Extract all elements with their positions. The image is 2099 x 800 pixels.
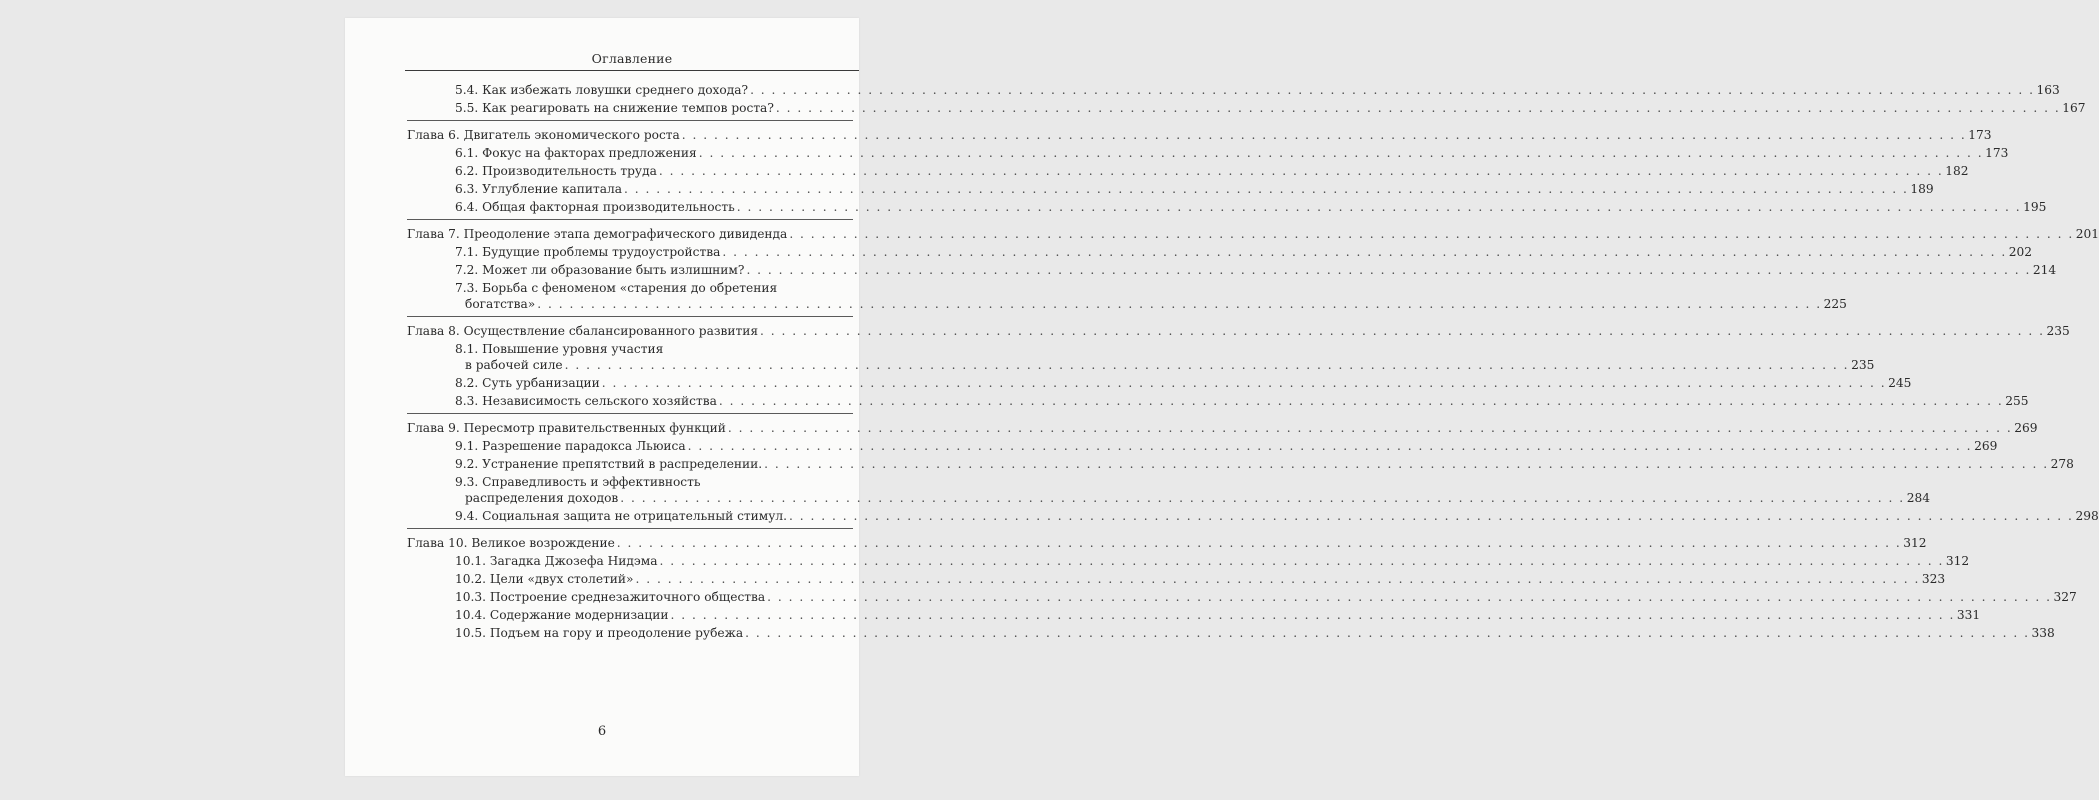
header-rule (405, 70, 859, 71)
toc-entry (407, 163, 1969, 179)
toc-page-number: 173 (1985, 146, 2009, 160)
toc-entry-title: 10.3. Построение среднезажиточного общества (455, 590, 766, 604)
toc-page-number: 327 (2053, 590, 2077, 604)
chapter-separator (407, 219, 853, 220)
toc-entry (407, 474, 1930, 506)
toc-entry-title: 9.4. Социальная защита не отрицательный стимул. (455, 509, 788, 523)
book-page (345, 18, 2099, 776)
toc-entry (407, 199, 2047, 215)
toc-entry (407, 456, 2074, 472)
toc-entry-title-line1: 8.1. Повышение уровня участия (455, 342, 664, 356)
toc-entry-title: Глава 10. Великое возрождение (407, 536, 615, 550)
toc-page-number: 269 (1974, 439, 1998, 453)
toc-entry-title: 10.5. Подъем на гору и преодоление рубежа (455, 626, 744, 640)
toc-entry-title: 6.2. Производительность труда (455, 164, 657, 178)
toc-entry-title: 6.1. Фокус на факторах предложения (455, 146, 697, 160)
leader-dots: . . . . . . . . . . . . . . . . . . . . . . . . . . . . . . . . . . . . . . . . . . . . . . . . . . . . . . . . . . . . . . . . . . . . . . . . . . . . . . . . . . . . . . . . . . . . . . . . . . . . . . . . . . . . . . . . . . . . . . . . (564, 358, 1850, 372)
toc-page-number: 225 (1823, 297, 1847, 311)
toc-entry (407, 393, 2029, 409)
toc-entry (407, 82, 2060, 98)
leader-dots: . . . . . . . . . . . . . . . . . . . . . . . . . . . . . . . . . . . . . . . . . . . . . . . . . . . . . . . . . . . . . . . . . . . . . . . . . . . . . . . . . . . . . . . . . . . . . . . . . . . . . . . . . . . . . . . . . . . . . . . . (698, 146, 1984, 160)
toc-chapter (407, 323, 2070, 339)
toc-chapter (407, 127, 1992, 143)
toc-entry (407, 100, 2086, 116)
toc-entry-title: 8.2. Суть урбанизации (455, 376, 600, 390)
toc-entry-title: 5.5. Как реагировать на снижение темпов роста? (455, 101, 774, 115)
leader-dots: . . . . . . . . . . . . . . . . . . . . . . . . . . . . . . . . . . . . . . . . . . . . . . . . . . . . . . . . . . . . . . . . . . . . . . . . . . . . . . . . . . . . . . . . . . . . . . . . . . . . . . . . . . . . . . . . . . . . . . . . (616, 536, 1902, 550)
toc-entry (407, 553, 1970, 569)
toc-page-number: 298 (2075, 509, 2099, 523)
toc-page-number: 201 (2075, 227, 2099, 241)
toc-page-number: 338 (2031, 626, 2055, 640)
toc-page-number: 202 (2008, 245, 2033, 259)
toc-entry-title: Глава 9. Пересмотр правительственных функций (407, 421, 726, 435)
toc-entry (407, 607, 1981, 623)
toc-entry (407, 571, 1946, 587)
leader-dots: . . . . . . . . . . . . . . . . . . . . . . . . . . . . . . . . . . . . . . . . . . . . . . . . . . . . . . . . . . . . . . . . . . . . . . . . . . . . . . . . . . . . . . . . . . . . . . . . . . . . . . . . . . . . . . . . . . . . . . . . (775, 101, 2061, 115)
toc-entry (407, 280, 1847, 312)
toc-entry (407, 508, 2099, 524)
toc-entry-title-line2: в рабочей силе (465, 358, 563, 372)
table-of-contents (407, 78, 2099, 641)
leader-dots: . . . . . . . . . . . . . . . . . . . . . . . . . . . . . . . . . . . . . . . . . . . . . . . . . . . . . . . . . . . . . . . . . . . . . . . . . . . . . . . . . . . . . . . . . . . . . . . . . . . . . . . . . . . . . . . . . . . . . . . . (635, 572, 1920, 586)
toc-entry-title: 10.1. Загадка Джозефа Нидэма (455, 554, 658, 568)
toc-entry (407, 589, 2077, 605)
leader-dots: . . . . . . . . . . . . . . . . . . . . . . . . . . . . . . . . . . . . . . . . . . . . . . . . . . . . . . . . . . . . . . . . . . . . . . . . . . . . . . . . . . . . . . . . . . . . . . . . . . . . . . . . . . . . . . . . . . . . . . . . (789, 509, 2074, 523)
chapter-separator (407, 316, 853, 317)
leader-dots: . . . . . . . . . . . . . . . . . . . . . . . . . . . . . . . . . . . . . . . . . . . . . . . . . . . . . . . . . . . . . . . . . . . . . . . . . . . . . . . . . . . . . . . . . . . . . . . . . . . . . . . . . . . . . . . . . . . . . . . . (760, 324, 2045, 338)
toc-page-number: 195 (2023, 200, 2047, 214)
toc-page-number: 167 (2062, 101, 2086, 115)
toc-entry-title: 9.2. Устранение препятствий в распределении. (455, 457, 763, 471)
toc-chapter (407, 226, 2099, 242)
toc-entry-title-line2: богатства» (465, 297, 536, 311)
toc-entry-title: Глава 7. Преодоление этапа демографического дивиденда (407, 227, 788, 241)
toc-entry-title-line1: 9.3. Справедливость и эффективность (455, 475, 701, 489)
leader-dots: . . . . . . . . . . . . . . . . . . . . . . . . . . . . . . . . . . . . . . . . . . . . . . . . . . . . . . . . . . . . . . . . . . . . . . . . . . . . . . . . . . . . . . . . . . . . . . . . . . . . . . . . . . . . . . . . . . . . . . . . (736, 200, 2022, 214)
leader-dots: . . . . . . . . . . . . . . . . . . . . . . . . . . . . . . . . . . . . . . . . . . . . . . . . . . . . . . . . . . . . . . . . . . . . . . . . . . . . . . . . . . . . . . . . . . . . . . . . . . . . . . . . . . . . . . . . . . . . . . . . (670, 608, 1955, 622)
toc-page-number: 312 (1903, 536, 1927, 550)
toc-entry-title-line2: распределения доходов (465, 491, 619, 505)
leader-dots: . . . . . . . . . . . . . . . . . . . . . . . . . . . . . . . . . . . . . . . . . . . . . . . . . . . . . . . . . . . . . . . . . . . . . . . . . . . . . . . . . . . . . . . . . . . . . . . . . . . . . . . . . . . . . . . . . . . . . . . . (601, 376, 1887, 390)
toc-entry-title: Глава 8. Осуществление сбалансированного развития (407, 324, 759, 338)
toc-page-number: 278 (2050, 457, 2074, 471)
toc-entry-title: 6.4. Общая факторная производительность (455, 200, 735, 214)
leader-dots: . . . . . . . . . . . . . . . . . . . . . . . . . . . . . . . . . . . . . . . . . . . . . . . . . . . . . . . . . . . . . . . . . . . . . . . . . . . . . . . . . . . . . . . . . . . . . . . . . . . . . . . . . . . . . . . . . . . . . . . . (718, 394, 2004, 408)
chapter-separator (407, 528, 853, 529)
toc-page-number: 189 (1910, 182, 1934, 196)
leader-dots: . . . . . . . . . . . . . . . . . . . . . . . . . . . . . . . . . . . . . . . . . . . . . . . . . . . . . . . . . . . . . . . . . . . . . . . . . . . . . . . . . . . . . . . . . . . . . . . . . . . . . . . . . . . . . . . . . . . . . . . . (767, 590, 2052, 604)
leader-dots: . . . . . . . . . . . . . . . . . . . . . . . . . . . . . . . . . . . . . . . . . . . . . . . . . . . . . . . . . . . . . . . . . . . . . . . . . . . . . . . . . . . . . . . . . . . . . . . . . . . . . . . . . . . . . . . . . . . . . . . . (659, 554, 1944, 568)
toc-page-number: 312 (1945, 554, 1970, 568)
toc-entry-title: 10.4. Содержание модернизации (455, 608, 669, 622)
chapter-separator (407, 120, 853, 121)
toc-page-number: 245 (1888, 376, 1912, 390)
toc-entry (407, 244, 2033, 260)
toc-entry (407, 181, 1934, 197)
leader-dots: . . . . . . . . . . . . . . . . . . . . . . . . . . . . . . . . . . . . . . . . . . . . . . . . . . . . . . . . . . . . . . . . . . . . . . . . . . . . . . . . . . . . . . . . . . . . . . . . . . . . . . . . . . . . . . . . . . . . . . . . (537, 297, 1822, 311)
toc-entry-title-line1: 7.3. Борьба с феноменом «старения до обретения (455, 281, 778, 295)
toc-entry-title: 5.4. Как избежать ловушки среднего дохода? (455, 83, 749, 97)
toc-entry (407, 625, 2055, 641)
leader-dots: . . . . . . . . . . . . . . . . . . . . . . . . . . . . . . . . . . . . . . . . . . . . . . . . . . . . . . . . . . . . . . . . . . . . . . . . . . . . . . . . . . . . . . . . . . . . . . . . . . . . . . . . . . . . . . . . . . . . . . . . (681, 128, 1967, 142)
toc-entry-title: 7.1. Будущие проблемы трудоустройства (455, 245, 721, 259)
toc-entry (407, 341, 1875, 373)
leader-dots: . . . . . . . . . . . . . . . . . . . . . . . . . . . . . . . . . . . . . . . . . . . . . . . . . . . . . . . . . . . . . . . . . . . . . . . . . . . . . . . . . . . . . . . . . . . . . . . . . . . . . . . . . . . . . . . . . . . . . . . . (745, 626, 2030, 640)
toc-page-number: 163 (2036, 83, 2060, 97)
toc-chapter (407, 420, 2038, 436)
chapter-separator (407, 413, 853, 414)
toc-entry (407, 375, 1912, 391)
running-title: Оглавление (591, 51, 673, 66)
toc-page-number: 214 (2032, 263, 2057, 277)
leader-dots: . . . . . . . . . . . . . . . . . . . . . . . . . . . . . . . . . . . . . . . . . . . . . . . . . . . . . . . . . . . . . . . . . . . . . . . . . . . . . . . . . . . . . . . . . . . . . . . . . . . . . . . . . . . . . . . . . . . . . . . . (789, 227, 2074, 241)
toc-chapter (407, 535, 1927, 551)
leader-dots: . . . . . . . . . . . . . . . . . . . . . . . . . . . . . . . . . . . . . . . . . . . . . . . . . . . . . . . . . . . . . . . . . . . . . . . . . . . . . . . . . . . . . . . . . . . . . . . . . . . . . . . . . . . . . . . . . . . . . . . . (658, 164, 1944, 178)
leader-dots: . . . . . . . . . . . . . . . . . . . . . . . . . . . . . . . . . . . . . . . . . . . . . . . . . . . . . . . . . . . . . . . . . . . . . . . . . . . . . . . . . . . . . . . . . . . . . . . . . . . . . . . . . . . . . . . . . . . . . . . . (746, 263, 2031, 277)
toc-entry-title: 8.3. Независимость сельского хозяйства (455, 394, 717, 408)
toc-entry (407, 145, 2009, 161)
leader-dots: . . . . . . . . . . . . . . . . . . . . . . . . . . . . . . . . . . . . . . . . . . . . . . . . . . . . . . . . . . . . . . . . . . . . . . . . . . . . . . . . . . . . . . . . . . . . . . . . . . . . . . . . . . . . . . . . . . . . . . . . (620, 491, 1905, 505)
toc-entry-title: 7.2. Может ли образование быть излишним? (455, 263, 745, 277)
toc-page-number: 173 (1968, 128, 1992, 142)
leader-dots: . . . . . . . . . . . . . . . . . . . . . . . . . . . . . . . . . . . . . . . . . . . . . . . . . . . . . . . . . . . . . . . . . . . . . . . . . . . . . . . . . . . . . . . . . . . . . . . . . . . . . . . . . . . . . . . . . . . . . . . . (687, 439, 1973, 453)
leader-dots: . . . . . . . . . . . . . . . . . . . . . . . . . . . . . . . . . . . . . . . . . . . . . . . . . . . . . . . . . . . . . . . . . . . . . . . . . . . . . . . . . . . . . . . . . . . . . . . . . . . . . . . . . . . . . . . . . . . . . . . . (624, 182, 1909, 196)
toc-entry-title: 10.2. Цели «двух столетий» (455, 572, 634, 586)
leader-dots: . . . . . . . . . . . . . . . . . . . . . . . . . . . . . . . . . . . . . . . . . . . . . . . . . . . . . . . . . . . . . . . . . . . . . . . . . . . . . . . . . . . . . . . . . . . . . . . . . . . . . . . . . . . . . . . . . . . . . . . . (750, 83, 2035, 97)
leader-dots: . . . . . . . . . . . . . . . . . . . . . . . . . . . . . . . . . . . . . . . . . . . . . . . . . . . . . . . . . . . . . . . . . . . . . . . . . . . . . . . . . . . . . . . . . . . . . . . . . . . . . . . . . . . . . . . . . . . . . . . . (722, 245, 2007, 259)
toc-entry (407, 438, 1998, 454)
toc-page-number: 235 (2046, 324, 2070, 338)
toc-entry-title: Глава 6. Двигатель экономического роста (407, 128, 680, 142)
toc-page-number: 235 (1851, 358, 1875, 372)
toc-page-number: 284 (1906, 491, 1930, 505)
toc-entry (407, 262, 2057, 278)
page-number: 6 (597, 724, 607, 739)
leader-dots: . . . . . . . . . . . . . . . . . . . . . . . . . . . . . . . . . . . . . . . . . . . . . . . . . . . . . . . . . . . . . . . . . . . . . . . . . . . . . . . . . . . . . . . . . . . . . . . . . . . . . . . . . . . . . . . . . . . . . . . . (727, 421, 2013, 435)
toc-entry-title: 9.1. Разрешение парадокса Льюиса (455, 439, 686, 453)
toc-page-number: 269 (2014, 421, 2038, 435)
toc-entry-title: 6.3. Углубление капитала (455, 182, 623, 196)
leader-dots: . . . . . . . . . . . . . . . . . . . . . . . . . . . . . . . . . . . . . . . . . . . . . . . . . . . . . . . . . . . . . . . . . . . . . . . . . . . . . . . . . . . . . . . . . . . . . . . . . . . . . . . . . . . . . . . . . . . . . . . . (764, 457, 2049, 471)
toc-page-number: 323 (1921, 572, 1946, 586)
toc-page-number: 182 (1945, 164, 1969, 178)
toc-page-number: 331 (1956, 608, 1981, 622)
toc-page-number: 255 (2005, 394, 2029, 408)
